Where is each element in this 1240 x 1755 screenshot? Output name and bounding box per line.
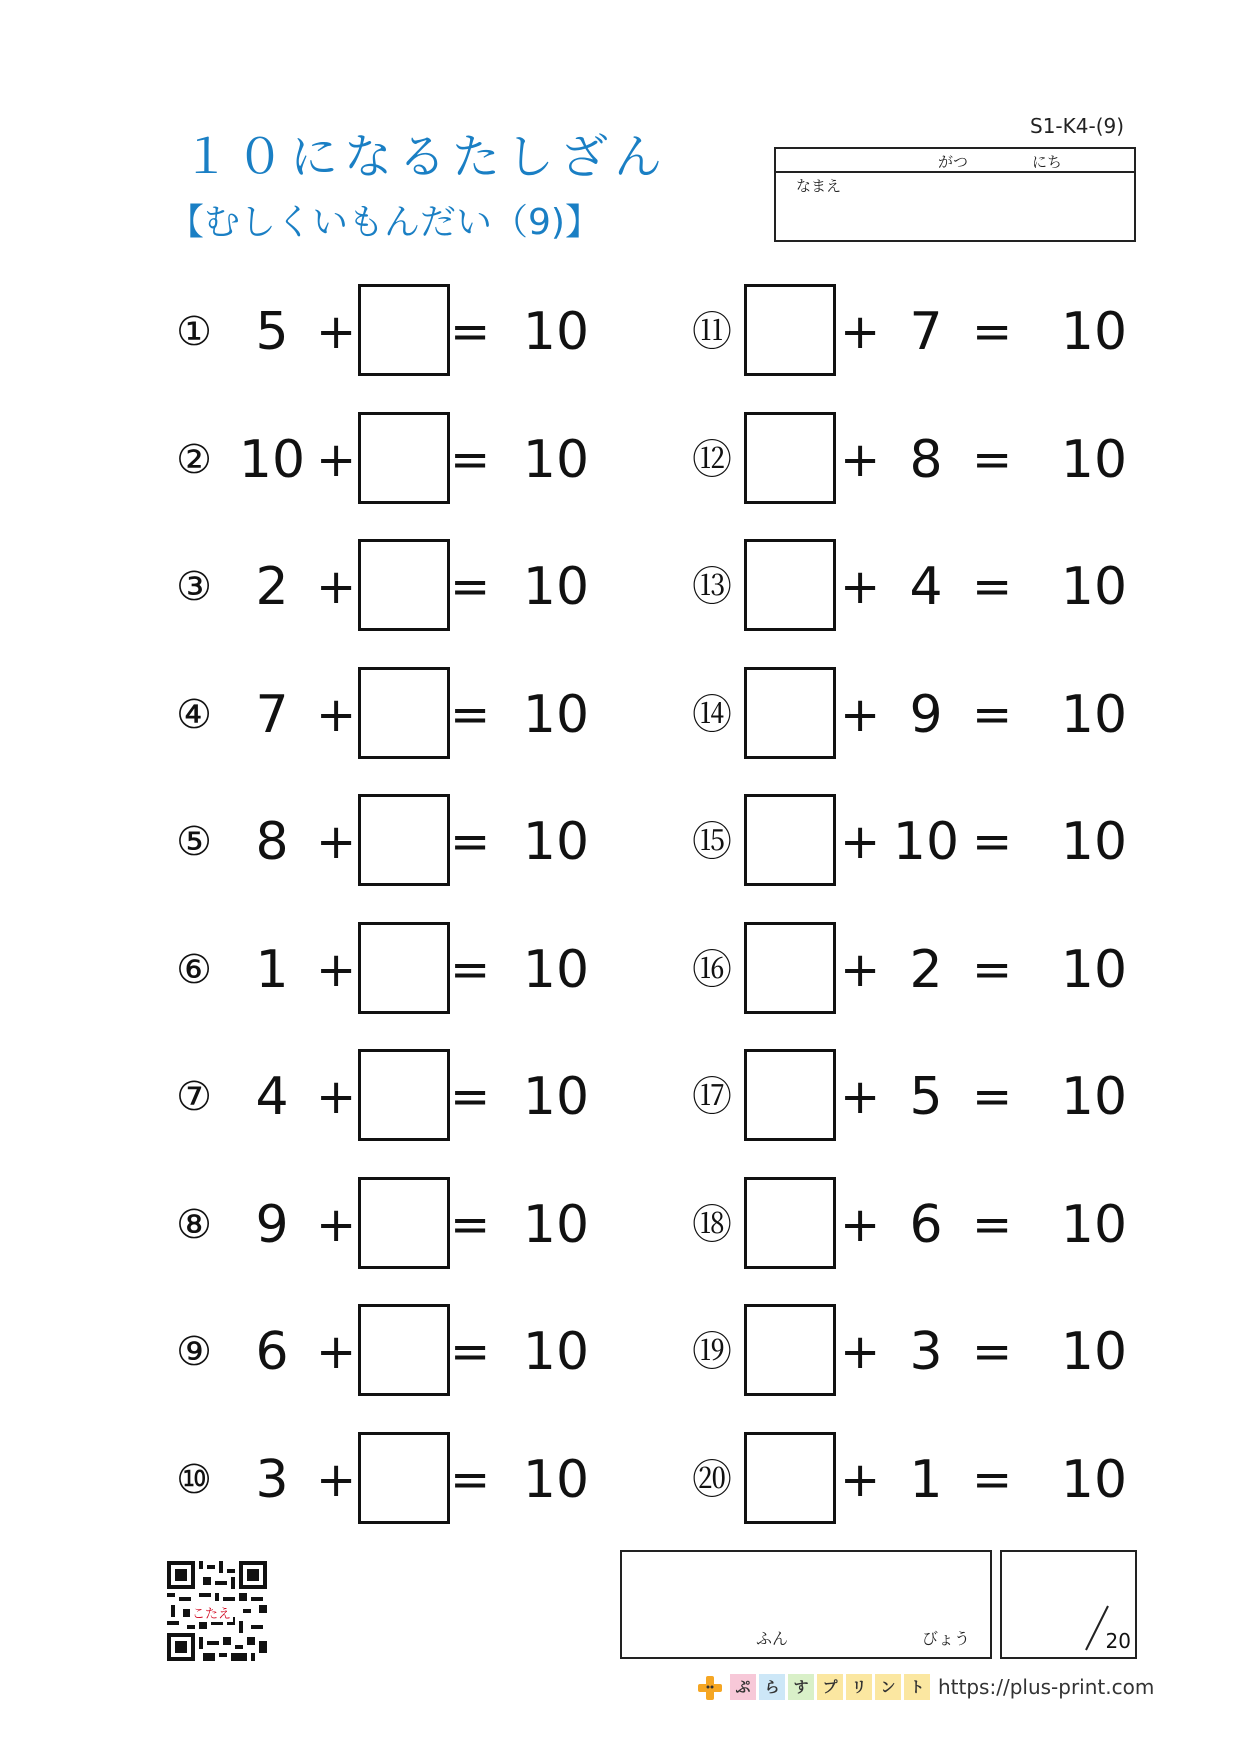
plus-sign: +	[316, 686, 357, 743]
worksheet-title: １０になるたしざん	[182, 129, 669, 185]
addend: 10	[238, 429, 306, 490]
brand-char-tile: ぷ	[730, 1674, 756, 1700]
answer-box[interactable]	[358, 794, 450, 886]
brand-char-tile: リ	[846, 1674, 872, 1700]
sum-value: 10	[1060, 302, 1128, 362]
problem-row	[680, 412, 1240, 508]
plus-sign: +	[316, 941, 357, 998]
problem-row	[160, 412, 720, 508]
answer-box[interactable]	[744, 922, 836, 1014]
problem-number: ①	[176, 309, 212, 355]
problem-number: ⑭	[692, 691, 732, 738]
problem-number: ⑥	[176, 946, 212, 993]
answer-box[interactable]	[744, 539, 836, 631]
minutes-label: ふん	[756, 1629, 789, 1648]
sum-value: 10	[522, 812, 590, 872]
problem-number: ⑲	[692, 1329, 732, 1375]
plus-sign: +	[840, 304, 881, 360]
day-label: にち	[1032, 153, 1063, 171]
problem-row	[160, 284, 720, 380]
plus-sign: +	[316, 1196, 357, 1253]
sum-value: 10	[1060, 939, 1128, 1000]
brand-char-tile: ン	[875, 1674, 901, 1700]
problem-row	[160, 667, 720, 763]
sum-value: 10	[1060, 1449, 1128, 1510]
site-url-link[interactable]: https://plus-print.com	[938, 1675, 1155, 1699]
plus-sign: +	[316, 1069, 357, 1125]
equals-sign: =	[450, 559, 491, 615]
equals-sign: =	[972, 431, 1013, 488]
equals-sign: =	[972, 1196, 1013, 1253]
plus-sign: +	[316, 814, 357, 870]
addend: 3	[909, 1322, 943, 1382]
answer-box[interactable]	[358, 1304, 450, 1396]
answer-box[interactable]	[744, 1304, 836, 1396]
plus-sign: +	[316, 559, 357, 615]
addend: 2	[909, 939, 943, 1000]
sum-value: 10	[522, 1194, 590, 1255]
equals-sign: =	[450, 1451, 491, 1508]
problem-row	[680, 1432, 1240, 1528]
equals-sign: =	[972, 941, 1013, 998]
answer-box[interactable]	[744, 412, 836, 504]
sum-value: 10	[522, 1067, 590, 1127]
addend: 1	[909, 1449, 943, 1510]
equals-sign: =	[450, 941, 491, 998]
seconds-label: びょう	[922, 1629, 971, 1648]
brand-char-tile: プ	[817, 1674, 843, 1700]
sum-value: 10	[1060, 557, 1128, 617]
month-label: がつ	[938, 153, 969, 171]
addend: 4	[909, 557, 943, 617]
problem-row	[680, 1304, 1240, 1400]
problem-row	[160, 1049, 720, 1145]
problem-row	[680, 1049, 1240, 1145]
answer-box[interactable]	[358, 1177, 450, 1269]
problem-number: ③	[176, 564, 212, 610]
answer-box[interactable]	[358, 1049, 450, 1141]
sum-value: 10	[522, 429, 590, 490]
addend: 10	[892, 812, 960, 872]
problem-number: ⑳	[692, 1456, 732, 1503]
addend: 2	[255, 557, 289, 617]
problem-row	[160, 1432, 720, 1528]
sum-value: 10	[522, 1449, 590, 1510]
problem-number: ⑬	[692, 564, 732, 610]
brand-char-tile: す	[788, 1674, 814, 1700]
sum-value: 10	[1060, 1322, 1128, 1382]
equals-sign: =	[972, 1069, 1013, 1125]
problem-row	[680, 539, 1240, 635]
name-label: なまえ	[796, 177, 842, 195]
problem-row	[160, 922, 720, 1018]
name-date-box[interactable]	[774, 147, 1136, 242]
equals-sign: =	[450, 431, 491, 488]
problem-number: ⑫	[692, 436, 732, 483]
addend: 5	[909, 1067, 943, 1127]
problem-number: ④	[176, 691, 212, 738]
plus-sign: +	[840, 686, 881, 743]
problem-number: ⑦	[176, 1074, 212, 1120]
problem-number: ⑩	[176, 1456, 212, 1503]
equals-sign: =	[450, 1324, 491, 1380]
problem-number: ⑧	[176, 1201, 212, 1248]
problem-number: ②	[176, 436, 212, 483]
answer-box[interactable]	[744, 794, 836, 886]
answer-box[interactable]	[744, 284, 836, 376]
addend: 8	[909, 429, 943, 490]
brand-char-tile: ト	[904, 1674, 930, 1700]
plus-sign: +	[316, 1324, 357, 1380]
addend: 9	[909, 684, 943, 745]
addend: 1	[255, 939, 289, 1000]
worksheet-subtitle: 【むしくいもんだい（9)】	[168, 202, 601, 243]
addend: 5	[255, 302, 289, 362]
plus-sign: +	[316, 304, 357, 360]
addend: 4	[255, 1067, 289, 1127]
brand-char-tile: ら	[759, 1674, 785, 1700]
problem-number: ⑨	[176, 1329, 212, 1375]
plus-mascot-icon	[696, 1674, 724, 1702]
answer-box[interactable]	[358, 412, 450, 504]
equals-sign: =	[450, 1196, 491, 1253]
date-row	[776, 149, 1134, 173]
equals-sign: =	[972, 1451, 1013, 1508]
problem-row	[680, 667, 1240, 763]
problem-row	[160, 1177, 720, 1273]
sum-value: 10	[1060, 429, 1128, 490]
problem-number: ⑱	[692, 1201, 732, 1248]
equals-sign: =	[972, 1324, 1013, 1380]
problem-row	[680, 922, 1240, 1018]
plus-sign: +	[316, 1451, 357, 1508]
problem-row	[160, 1304, 720, 1400]
answer-box[interactable]	[744, 1049, 836, 1141]
equals-sign: =	[972, 814, 1013, 870]
problem-row	[680, 284, 1240, 380]
addend: 6	[255, 1322, 289, 1382]
sum-value: 10	[522, 1322, 590, 1382]
time-box[interactable]	[620, 1550, 992, 1659]
equals-sign: =	[450, 686, 491, 743]
addend: 3	[255, 1449, 289, 1510]
problem-row	[160, 539, 720, 635]
plus-sign: +	[840, 431, 881, 488]
plus-sign: +	[840, 1324, 881, 1380]
plus-sign: +	[316, 431, 357, 488]
score-box[interactable]	[1000, 1550, 1137, 1659]
answer-box[interactable]	[744, 1177, 836, 1269]
equals-sign: =	[450, 1069, 491, 1125]
sum-value: 10	[1060, 684, 1128, 745]
problem-number: ⑮	[692, 819, 732, 865]
sum-value: 10	[522, 557, 590, 617]
sum-value: 10	[522, 302, 590, 362]
problem-row	[160, 794, 720, 890]
brand-name-tiles	[730, 1674, 930, 1700]
addend: 7	[909, 302, 943, 362]
problem-number: ⑰	[692, 1074, 732, 1120]
answer-box[interactable]	[358, 1432, 450, 1524]
answer-link-label: こたえ	[190, 1603, 233, 1622]
score-total: 20	[1105, 1629, 1131, 1653]
equals-sign: =	[972, 304, 1013, 360]
sum-value: 10	[1060, 1067, 1128, 1127]
addend: 7	[255, 684, 289, 745]
sum-value: 10	[522, 684, 590, 745]
equals-sign: =	[972, 686, 1013, 743]
sum-value: 10	[522, 939, 590, 1000]
problem-row	[680, 794, 1240, 890]
plus-sign: +	[840, 814, 881, 870]
sum-value: 10	[1060, 1194, 1128, 1255]
worksheet-code: S1-K4-(9)	[1030, 114, 1125, 138]
equals-sign: =	[450, 304, 491, 360]
problem-number: ⑤	[176, 819, 212, 865]
problem-row	[680, 1177, 1240, 1273]
plus-sign: +	[840, 1451, 881, 1508]
problem-number: ⑪	[692, 309, 732, 355]
equals-sign: =	[972, 559, 1013, 615]
problem-number: ⑯	[692, 946, 732, 993]
sum-value: 10	[1060, 812, 1128, 872]
addend: 9	[255, 1194, 289, 1255]
plus-sign: +	[840, 1069, 881, 1125]
answer-box[interactable]	[358, 284, 450, 376]
answer-box[interactable]	[358, 539, 450, 631]
answer-box[interactable]	[744, 667, 836, 759]
answer-box[interactable]	[358, 667, 450, 759]
addend: 8	[255, 812, 289, 872]
plus-sign: +	[840, 559, 881, 615]
answer-box[interactable]	[744, 1432, 836, 1524]
plus-sign: +	[840, 1196, 881, 1253]
addend: 6	[909, 1194, 943, 1255]
answer-box[interactable]	[358, 922, 450, 1014]
plus-sign: +	[840, 941, 881, 998]
equals-sign: =	[450, 814, 491, 870]
